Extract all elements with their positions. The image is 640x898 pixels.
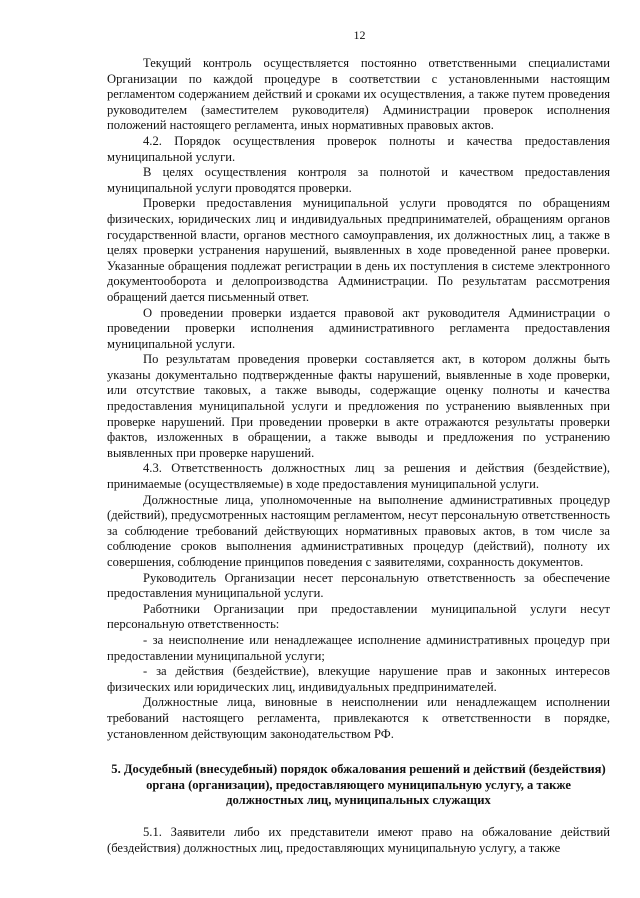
paragraph: Должностные лица, уполномоченные на выполнение административных процедур (действий), предусмотренных настоящим регламентом, несут персональную ответственность за соблюдение требований действующих нормативных правовых актов, в том числе за соблюдение сроков выполнения административных процедур (действий), полноту их совершения, соблюдение принципов поведения с заявителями, сохранность документов. — [107, 492, 610, 569]
paragraph: Работники Организации при предоставлении муниципальной услуги несут персональную ответственность: — [107, 601, 610, 632]
body-text-before — [107, 56, 610, 742]
paragraph: Руководитель Организации несет персональную ответственность за обеспечение предоставления муниципальной услуги. — [107, 570, 610, 601]
paragraph: Проверки предоставления муниципальной услуги проводятся по обращениям физических, юридических лиц и индивидуальных предпринимателей, обращениям органов государственной власти, органов местного самоуправления, их должностных лиц, а также в целях проверки устранения нарушений, выявленных в ходе проведенной ранее проверки. Указанные обращения подлежат регистрации в день их поступления в системе электронного документооборота и делопроизводства Администрации. По результатам рассмотрения обращений дается письменный ответ. — [107, 196, 610, 304]
paragraph: Текущий контроль осуществляется постоянно ответственными специалистами Организации по каждой процедуре в соответствии с установленными настоящим регламентом содержанием действий и сроками их осуществления, а также путем проведения руководителем (заместителем руководителя) Администрации проверок исполнения положений настоящего регламента, иных нормативных правовых актов. — [107, 56, 610, 133]
paragraph: 4.2. Порядок осуществления проверок полноты и качества предоставления муниципальной услуги. — [107, 133, 610, 164]
section-heading: 5. Досудебный (внесудебный) порядок обжалования решений и действий (бездействия) органа (организации), предоставляющего муниципальную услугу, а также должностных лиц, муниципальных служащих — [111, 762, 606, 808]
paragraph: Должностные лица, виновные в неисполнении или ненадлежащем исполнении требований настоящего регламента, привлекаются к ответственности в порядке, установленном действующим законодательством РФ. — [107, 695, 610, 741]
page-number: 12 — [353, 28, 366, 42]
paragraph: 4.3. Ответственность должностных лиц за решения и действия (бездействие), принимаемые (осуществляемые) в ходе предоставления муниципальной услуги. — [107, 461, 610, 492]
list-item: - за действия (бездействие), влекущие нарушение прав и законных интересов физических или юридических лиц, индивидуальных предпринимателей. — [107, 664, 610, 694]
paragraph: В целях осуществления контроля за полнотой и качеством предоставления муниципальной услуги проводятся проверки. — [107, 165, 610, 195]
list-item: - за неисполнение или ненадлежащее исполнение административных процедур при предоставлении муниципальной услуги; — [107, 632, 610, 663]
paragraph: О проведении проверки издается правовой акт руководителя Администрации о проведении проверки исполнения административного регламента предоставления муниципальной услуги. — [107, 305, 610, 351]
paragraph: По результатам проведения проверки составляется акт, в котором должны быть указаны документально подтвержденные факты нарушений, выявленные в ходе проверки, или отсутствие таковых, а также выводы, содержащие оценку полноты и качества предоставления муниципальной услуги и предложения по устранению выявленных при проверке нарушений. При проведении проверки в акте отражаются результаты проверки фактов, изложенных в обращении, а также выводы и предложения по устранению выявленных при проверке нарушений. — [107, 352, 610, 460]
paragraph: 5.1. Заявители либо их представители имеют право на обжалование действий (бездействия) должностных лиц, предоставляющих муниципальную услугу, а также — [107, 824, 610, 855]
body-text-after — [107, 825, 610, 856]
